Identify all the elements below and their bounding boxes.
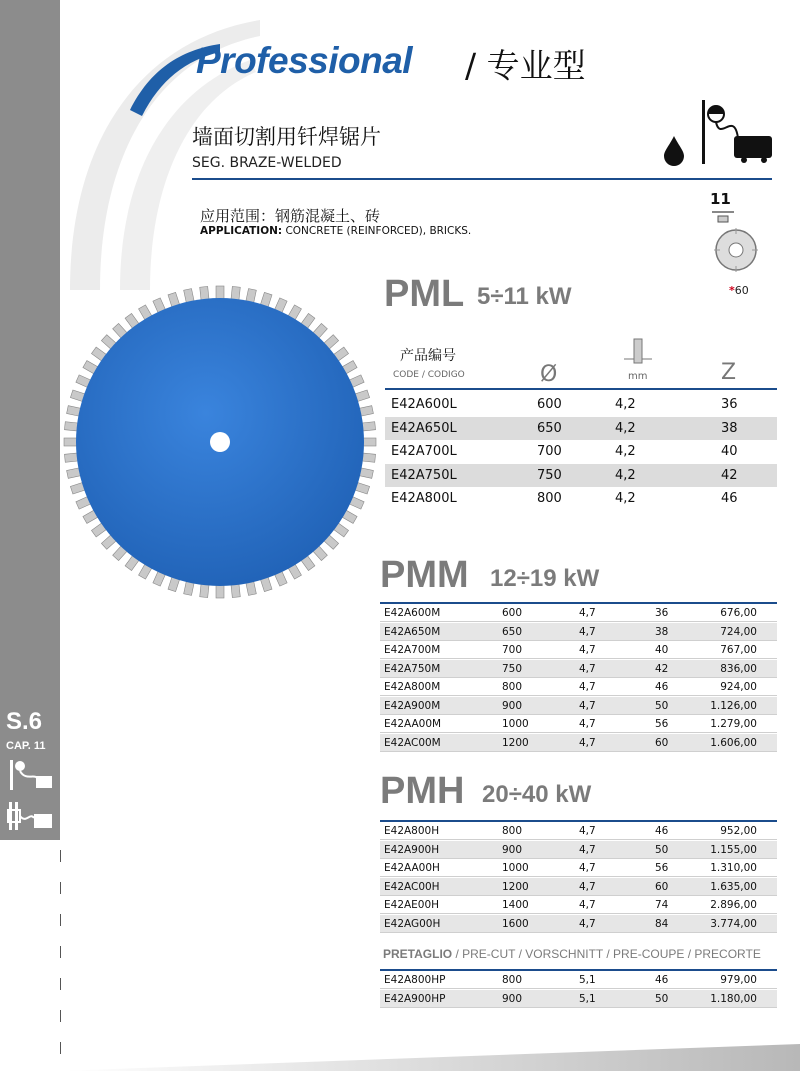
- application-en: [200, 225, 471, 237]
- wall-saw-machine-icon: [694, 98, 776, 166]
- table-cell: 900: [502, 992, 523, 1005]
- table-cell: E42A800H: [384, 825, 440, 837]
- table-cell: 5,1: [579, 974, 596, 986]
- series-power-pmh: 20÷40 kW: [482, 781, 592, 808]
- table-cell: 46: [655, 681, 669, 693]
- table-cell: 1.310,00: [710, 862, 757, 874]
- table-row: [380, 660, 777, 678]
- table-cell: 50: [655, 843, 669, 856]
- table-cell: 40: [655, 644, 669, 656]
- table-cell: 724,00: [720, 625, 757, 638]
- table-cell: 50: [655, 699, 669, 712]
- table-cell: 4,2: [615, 491, 636, 506]
- table-row: [380, 915, 777, 933]
- series-power-pmm: 12÷19 kW: [490, 565, 600, 592]
- table-row: [380, 604, 777, 622]
- table-row: [385, 417, 777, 440]
- table-cell: E42A750M: [384, 662, 441, 675]
- table-cell: 4,2: [615, 467, 636, 483]
- table-cell: 650: [537, 420, 562, 436]
- table-cell: 38: [655, 625, 669, 638]
- table-cell: 60: [655, 736, 669, 749]
- column-header-code-cn: 产品编号: [400, 348, 456, 364]
- series-code-pml: PML: [384, 273, 465, 315]
- table-cell: 767,00: [720, 644, 757, 656]
- table-cell: E42A600M: [384, 607, 441, 619]
- table-cell: 2.896,00: [710, 899, 757, 911]
- table-cell: 74: [655, 899, 669, 911]
- column-header-code-en: CODE / CODIGO: [393, 370, 465, 380]
- product-title-en: SEG. BRAZE-WELDED: [192, 155, 342, 171]
- margin-tick: [60, 946, 61, 958]
- margin-tick: [60, 1010, 61, 1022]
- table-cell: E42A800HP: [384, 974, 446, 986]
- table-row: [380, 878, 777, 896]
- application-text: CONCRETE (REINFORCED), BRICKS.: [282, 225, 472, 237]
- table-cell: E42A900HP: [384, 992, 446, 1005]
- margin-tick: [60, 882, 61, 894]
- table-row: [380, 734, 777, 752]
- table-cell: 4,7: [579, 917, 596, 930]
- blade-diagram-icon: [712, 208, 758, 284]
- table-cell: 4,7: [579, 899, 596, 911]
- table-cell: E42AG00H: [384, 917, 441, 930]
- table-cell: 4,7: [579, 699, 596, 712]
- table-cell: 4,7: [579, 843, 596, 856]
- section-code: S.6: [6, 708, 43, 735]
- table-cell: 46: [655, 825, 669, 837]
- table-cell: 1600: [502, 917, 529, 930]
- table-cell: 84: [655, 917, 669, 930]
- table-cell: 750: [537, 467, 562, 483]
- table-row: [380, 678, 777, 696]
- table-cell: 1.126,00: [710, 699, 757, 712]
- product-title-cn: 墙面切割用钎焊锯片: [192, 125, 381, 149]
- application-label: APPLICATION:: [200, 225, 283, 237]
- table-cell: 700: [537, 444, 562, 459]
- table-cell: 700: [502, 644, 523, 656]
- precut-label-bold: PRETAGLIO: [383, 947, 453, 961]
- table-cell: 40: [721, 444, 738, 459]
- pml-header-rule: [385, 388, 777, 390]
- table-cell: 800: [502, 681, 523, 693]
- water-drop-icon: [661, 134, 687, 166]
- margin-tick: [60, 914, 61, 926]
- table-cell: 600: [537, 397, 562, 412]
- table-cell: E42AE00H: [384, 899, 440, 911]
- table-cell: 4,7: [579, 880, 596, 893]
- table-cell: E42A650L: [391, 420, 457, 436]
- table-cell: 4,7: [579, 718, 596, 730]
- series-code-pmh: PMH: [380, 770, 465, 812]
- star-value: 60: [734, 284, 749, 297]
- table-cell: 979,00: [720, 974, 757, 986]
- table-cell: 3.774,00: [710, 917, 757, 930]
- table-cell: 4,7: [579, 862, 596, 874]
- table-cell: 4,7: [579, 681, 596, 693]
- table-cell: 600: [502, 607, 523, 619]
- table-cell: 1000: [502, 718, 529, 730]
- table-cell: 4,7: [579, 825, 596, 837]
- precut-label-rest: / PRE-CUT / VORSCHNITT / PRE-COUPE / PRECORTE: [452, 947, 761, 961]
- series-code-pmm: PMM: [380, 554, 469, 596]
- table-row: [385, 393, 777, 416]
- table-cell: 46: [655, 974, 669, 986]
- table-cell: 5,1: [579, 992, 596, 1005]
- table-cell: E42A800M: [384, 681, 441, 693]
- table-cell: 36: [655, 607, 669, 619]
- table-row: [380, 971, 777, 989]
- table-cell: E42A700L: [391, 444, 457, 459]
- table-cell: 1.635,00: [710, 880, 757, 893]
- precut-heading: [383, 947, 761, 961]
- table-cell: 836,00: [720, 662, 757, 675]
- table-cell: 1200: [502, 880, 529, 893]
- table-cell: 1.155,00: [710, 843, 757, 856]
- table-cell: 4,7: [579, 644, 596, 656]
- segment-height-label: 11: [710, 190, 731, 208]
- table-cell: E42AC00H: [384, 880, 440, 893]
- table-cell: 56: [655, 862, 669, 874]
- table-cell: 4,2: [615, 420, 636, 436]
- table-row: [380, 859, 777, 877]
- table-cell: 952,00: [720, 825, 757, 837]
- margin-tick: [60, 850, 61, 862]
- chapter-code: CAP. 11: [6, 740, 46, 752]
- table-cell: E42AA00M: [384, 718, 442, 730]
- table-cell: 1200: [502, 736, 529, 749]
- machine-small-icon: [8, 758, 54, 792]
- table-cell: 1.279,00: [710, 718, 757, 730]
- header-divider: [192, 178, 772, 180]
- table-row: [380, 990, 777, 1008]
- table-cell: 4,7: [579, 625, 596, 638]
- table-row: [380, 841, 777, 859]
- table-cell: 60: [655, 880, 669, 893]
- table-cell: E42A650M: [384, 625, 441, 638]
- table-cell: E42AC00M: [384, 736, 441, 749]
- table-row: [380, 641, 777, 659]
- machine-cart-icon: [6, 800, 54, 834]
- table-cell: 4,7: [579, 607, 596, 619]
- table-cell: 750: [502, 662, 523, 675]
- table-cell: 42: [655, 662, 669, 675]
- table-cell: E42A900M: [384, 699, 441, 712]
- table-cell: 800: [502, 974, 523, 986]
- table-cell: E42A900H: [384, 843, 440, 856]
- series-power-pml: 5÷11 kW: [477, 283, 572, 310]
- margin-tick: [60, 978, 61, 990]
- brand-subtitle: / 专业型: [465, 46, 586, 85]
- table-cell: E42A750L: [391, 467, 457, 483]
- table-cell: 4,7: [579, 736, 596, 749]
- application-cn: 应用范围：钢筋混凝土、砖: [200, 207, 381, 225]
- table-cell: 900: [502, 699, 523, 712]
- table-cell: E42A700M: [384, 644, 441, 656]
- star-note: [729, 284, 749, 297]
- table-row: [380, 623, 777, 641]
- saw-blade-image: [62, 284, 378, 600]
- table-row: [380, 697, 777, 715]
- table-cell: 924,00: [720, 681, 757, 693]
- table-cell: 4,7: [579, 662, 596, 675]
- brand-title: Professional: [196, 40, 413, 81]
- table-cell: 1.180,00: [710, 992, 757, 1005]
- table-row: [385, 440, 777, 463]
- table-row: [385, 487, 777, 510]
- table-cell: 4,2: [615, 397, 636, 412]
- table-cell: 42: [721, 467, 738, 483]
- table-row: [385, 464, 777, 487]
- table-row: [380, 715, 777, 733]
- table-cell: 1.606,00: [710, 736, 757, 749]
- table-cell: 36: [721, 397, 738, 412]
- bottom-decorative-band: [60, 1040, 800, 1071]
- column-header-diameter: Ø: [540, 362, 558, 387]
- table-row: [380, 822, 777, 840]
- star-mark: *: [729, 284, 735, 297]
- column-header-teeth: Z: [721, 360, 737, 385]
- table-cell: 46: [721, 491, 738, 506]
- table-cell: 4,2: [615, 444, 636, 459]
- table-cell: 900: [502, 843, 523, 856]
- table-cell: 800: [502, 825, 523, 837]
- table-cell: 1000: [502, 862, 529, 874]
- column-header-thickness: mm: [628, 371, 648, 382]
- table-cell: E42A800L: [391, 491, 457, 506]
- table-cell: 676,00: [720, 607, 757, 619]
- table-cell: 38: [721, 420, 738, 436]
- table-cell: 1400: [502, 899, 529, 911]
- table-row: [380, 896, 777, 914]
- table-cell: 800: [537, 491, 562, 506]
- table-cell: 650: [502, 625, 523, 638]
- table-cell: E42AA00H: [384, 862, 440, 874]
- table-cell: 50: [655, 992, 669, 1005]
- table-cell: 56: [655, 718, 669, 730]
- thickness-icon: [624, 337, 654, 371]
- table-cell: E42A600L: [391, 397, 457, 412]
